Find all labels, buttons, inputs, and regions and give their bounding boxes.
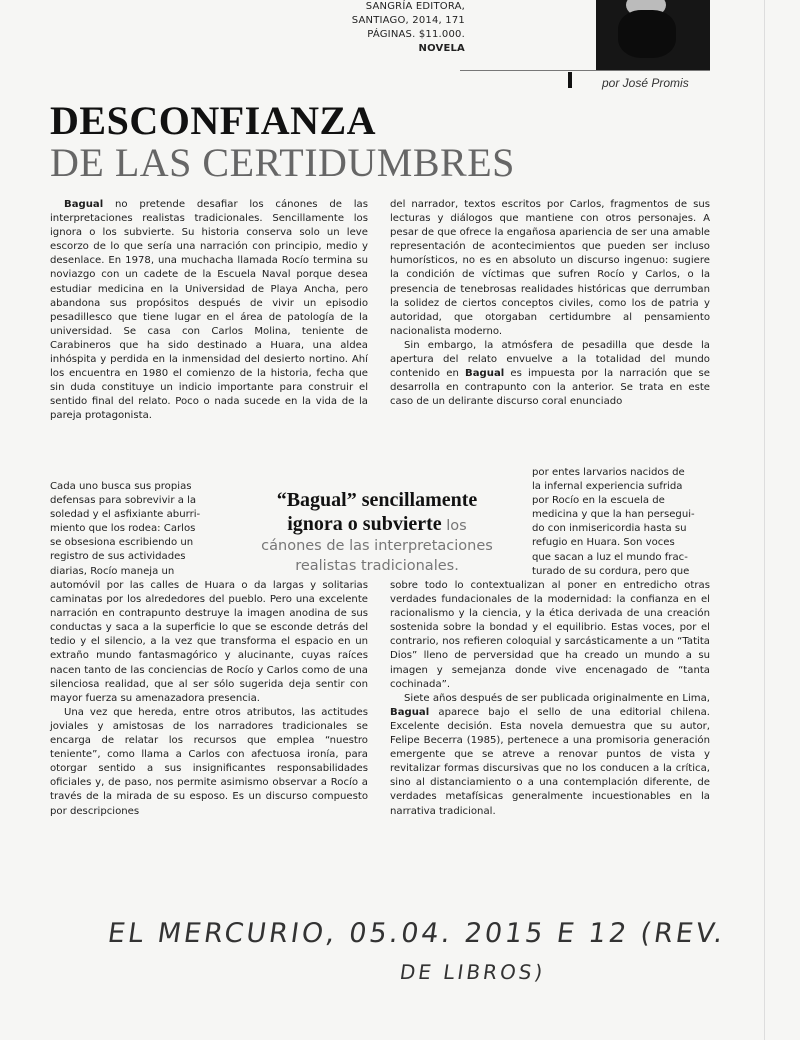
narrow-line: por Rocío en la escuela de: [532, 495, 665, 507]
headline-line-1: DESCONFIANZA: [50, 98, 377, 143]
header-rule: [460, 70, 710, 71]
narrow-line: por entes larvarios nacidos de: [532, 467, 685, 478]
column-left-top: [50, 198, 368, 424]
narrow-line: soledad y el asfixiante aburri-: [50, 509, 201, 521]
byline-marker: [568, 72, 572, 88]
book-place-year: SANTIAGO, 2014, 171: [351, 15, 465, 26]
book-title-inline: Bagual: [64, 199, 104, 210]
pull-quote-line-2-bold: ignora o subvierte: [287, 513, 442, 535]
narrow-line: do con inmisericordia hasta su: [532, 523, 687, 535]
paragraph-text: Siete años después de ser publicada originalmente en Lima,: [404, 692, 710, 704]
book-publisher: SANGRÍA EDITORA,: [365, 1, 465, 12]
column-left-narrow: [50, 480, 250, 579]
book-info: [305, 0, 465, 56]
author-photo-beard: [618, 10, 676, 58]
narrow-line: que sacan a luz el mundo frac-: [532, 551, 688, 563]
handwritten-source-line-1: EL MERCURIO, 05.04. 2015 E 12 (REV.: [105, 918, 728, 949]
book-title-inline: Bagual: [465, 368, 505, 380]
book-title-inline: Bagual: [390, 706, 430, 718]
narrow-line: miento que los rodea: Carlos: [50, 523, 196, 535]
narrow-line: medicina y que la han persegui-: [532, 509, 695, 521]
narrow-line: refugio en Huara. Son voces: [532, 537, 675, 549]
pull-quote-line-1: “Bagual” sencillamente: [276, 489, 478, 511]
pull-quote-line-3: cánones de las interpretaciones: [261, 538, 493, 554]
narrow-line: turado de su cordura, pero que: [532, 565, 690, 577]
pull-quote-line-2-light: los: [441, 518, 467, 534]
handwritten-source-line-2: DE LIBROS): [398, 960, 547, 984]
narrow-line: diarias, Rocío maneja un: [50, 565, 175, 577]
book-genre: NOVELA: [418, 43, 465, 54]
book-pages-price: PÁGINAS. $11.000.: [367, 29, 465, 40]
paragraph-text: aparece bajo el sello de una editorial chilena. Excelente decisión. Esta novela demuestra que su autor, Felipe Becerra (1985), pertenece a una promisoria generación emergente que se atreve a renovar puntos de vista y revitalizar formas discursivas que no los conducen a la crítica, sino al distanciamiento o a una contemplación diferente, de verdades metafísicas generalmente incuestionables en la narrativa tradicional.: [390, 706, 710, 817]
column-right-bottom: [390, 579, 710, 819]
headline-line-2: DE LAS CERTIDUMBRES: [50, 140, 515, 185]
column-left-bottom: [50, 579, 368, 819]
paragraph-text: no pretende desafiar los cánones de las interpretaciones realistas tradicionales. Sencillamente los ignora o los subvierte. Su historia conserva solo un leve escorzo de lo que sería una narración con principio, medio y desenlace. En 1978, una muchacha llamada Rocío termina su noviazgo con un cadete de la Escuela Naval porque desea estudiar medicina en la Universidad de Playa Ancha, pero abandona sus propósitos después de vivir un episodio pesadillesco que tiene lugar en el área de patología de la universidad. Se casa con Carlos Molina, teniente de Carabineros que ha sido destinado a Huara, una aldea inhóspita y perdida en la inmensidad del desierto nortino. Ahí los encuentra en 1980 el comienzo de la historia, fecha que sin duda constituye un indicio importante para construir el sentido final del relato. Poco o nada sucede en la vida de la pareja protagonista.: [50, 199, 368, 422]
paragraph-text: Una vez que hereda, entre otros atributos, las actitudes joviales y amistosas de los narradores tradicionales se encarga de relatar los recursos que emplea “nuestro teniente”, como llama a Carlos con afectuosa ironía, para otorgar sentido a sus insignificantes responsabilidades oficiales y, de paso, nos permite asimismo observar a Rocío a través de la mirada de su esposo. Es un discurso compuesto por descripciones: [50, 706, 368, 817]
paragraph-text: es impuesta por la narración que se desarrolla en contrapunto con la anterior. Se trata en este caso de un delirante discurso coral enunciado: [390, 368, 710, 408]
narrow-line: la infernal experiencia sufrida: [532, 481, 683, 493]
author-photo: [596, 0, 710, 70]
column-right-narrow: [532, 466, 712, 579]
page-fold-line: [764, 0, 765, 1040]
narrow-line: defensas para sobrevivir a la: [50, 495, 197, 507]
paragraph-text: Sin embargo, la atmósfera de pesadilla que desde la apertura del relato envuelve a la totalidad del mundo contenido en: [390, 339, 710, 380]
paragraph-text: sobre todo lo contextualizan al poner en entredicho otras verdades fundacionales de la modernidad: la confianza en el racionalismo y la ciencia, y la ética derivada de una creación sostenida sobre la bondad y el equilibrio. Estas voces, por el contrario, nos refieren coloquial y sarcásticamente a un “Tatita Dios” lleno de perversidad que ha creado un mundo a su imagen y semejanza donde vive encenagado de “tanta cochinada”.: [390, 580, 710, 690]
pull-quote: [232, 488, 522, 576]
pull-quote-line-4: realistas tradicionales.: [295, 558, 459, 574]
narrow-line: registro de sus actividades: [50, 551, 186, 563]
narrow-line: se obsesiona escribiendo un: [50, 537, 194, 549]
column-right-top: [390, 198, 710, 409]
narrow-line: Cada uno busca sus propias: [50, 481, 192, 492]
paragraph-text: automóvil por las calles de Huara o da largas y solitarias caminatas por los alrededores del pueblo. Pero una excelente narración en contrapunto destruye la imagen anodina de sus conductas y saca a la superficie lo que se esconde detrás del tedio y el silencio, a la vez que transforma el espacio en un extraño mundo fantasmagórico y alucinante, cuyas raíces nacen tanto de las conciencias de Rocío y Carlos como de una silenciosa realidad, que al ser sólo sugerida deja sentir con mayor fuerza su amenazadora presencia.: [50, 580, 368, 704]
paragraph-text: del narrador, textos escritos por Carlos, fragmentos de sus lecturas y diálogos que mantiene con otros personajes. A pesar de que ofrece la engañosa apariencia de ser una amable representación de acontecimientos que pueden ser incluso humorísticos, no es en absoluto un discurso ingenuo: sugiere la condición de víctimas que sufren Rocío y Carlos, o la presencia de tenebrosas realidades históricas que derrumban la solidez de ciertos conceptos civiles, como los de patria y autoridad, que otorgaban certidumbre al pensamiento nacionalista moderno.: [390, 199, 710, 337]
byline: por José Promis: [602, 76, 689, 90]
